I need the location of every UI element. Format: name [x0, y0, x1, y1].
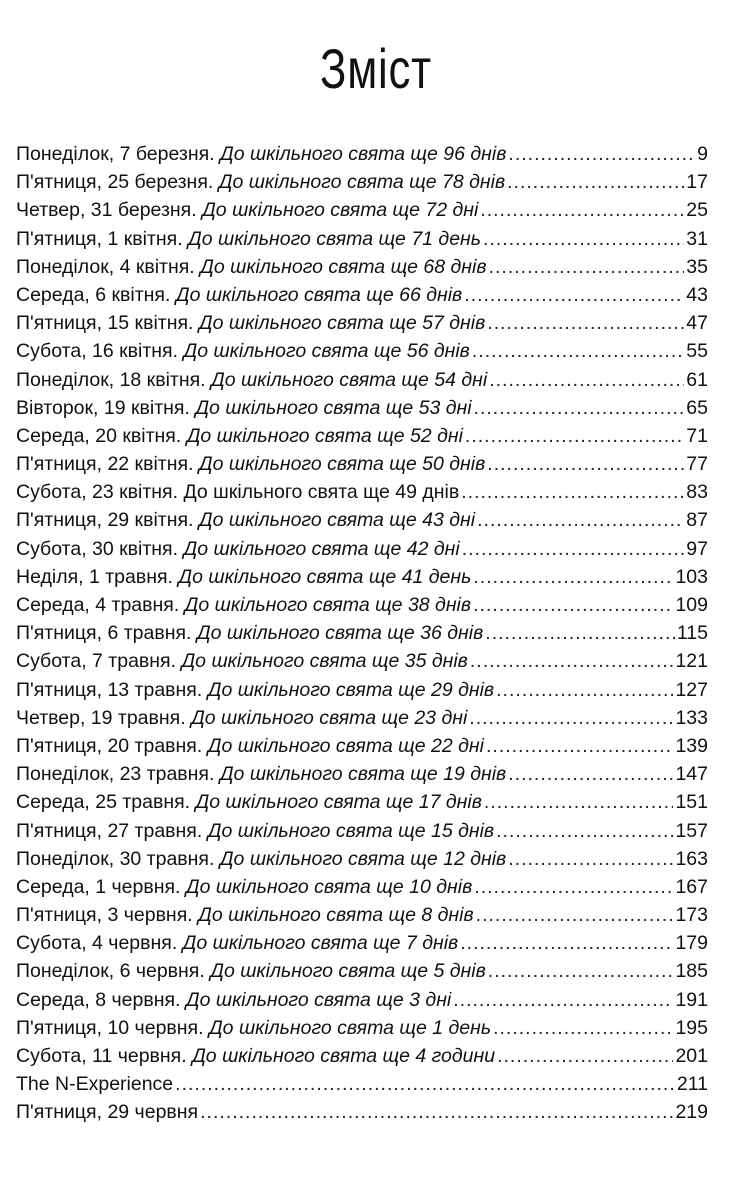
toc-entry[interactable]	[16, 901, 708, 929]
toc-entry-title	[16, 168, 505, 196]
dot-leader	[175, 1070, 675, 1098]
toc-entry-subtitle: До шкільного свята ще 35 днів	[181, 650, 468, 673]
toc-entry-title	[16, 845, 506, 873]
toc-entry[interactable]	[16, 366, 708, 394]
dot-leader	[474, 394, 685, 422]
toc-entry[interactable]	[16, 168, 708, 196]
dot-leader	[200, 1098, 673, 1126]
toc-entry-subtitle: До шкільного свята ще 66 днів	[175, 283, 463, 306]
dot-leader	[476, 901, 674, 929]
toc-entry-date: Четвер, 31 березня.	[16, 199, 197, 222]
dot-leader	[464, 281, 684, 309]
dot-leader	[489, 253, 685, 281]
toc-entry-subtitle: До шкільного свята ще 19 днів	[219, 763, 507, 786]
toc-page-number: 17	[686, 171, 708, 194]
toc-entry-date: Середа, 4 травня.	[16, 594, 180, 616]
toc-entry-subtitle: До шкільного свята ще 71 день	[188, 227, 482, 250]
toc-entry-subtitle: До шкільного свята ще 1 день	[208, 1016, 492, 1039]
toc-entry-date: Субота, 7 травня.	[16, 650, 177, 673]
toc-entry-title	[16, 647, 468, 675]
toc-entry[interactable]	[16, 986, 708, 1014]
toc-entry[interactable]	[16, 619, 708, 647]
toc-entry-date: Понеділок, 30 травня.	[16, 847, 215, 870]
toc-entry-date: П'ятниця, 27 травня.	[16, 819, 203, 842]
dot-leader	[477, 506, 684, 534]
toc-page-number: 55	[686, 340, 708, 363]
toc-entry-date: П'ятниця, 13 травня.	[16, 678, 203, 701]
toc-page-number: 157	[675, 819, 708, 842]
toc-entry[interactable]	[16, 1042, 708, 1070]
toc-entry[interactable]	[16, 1098, 708, 1126]
toc-entry[interactable]	[16, 957, 708, 985]
toc-entry[interactable]	[16, 225, 708, 253]
toc-entry-title	[16, 563, 471, 591]
toc-entry-title	[16, 704, 467, 732]
toc-entry-date: П'ятниця, 29 квітня.	[16, 509, 194, 532]
toc-entry[interactable]	[16, 929, 708, 957]
dot-leader	[461, 478, 684, 506]
toc-entry-title	[16, 196, 478, 224]
toc-entry[interactable]	[16, 478, 708, 506]
toc-page-number: 195	[675, 1016, 708, 1039]
toc-entry-date: П'ятниця, 25 березня.	[16, 171, 214, 194]
toc-entry[interactable]	[16, 647, 708, 675]
toc-page-number: 151	[675, 791, 708, 814]
toc-entry[interactable]	[16, 1070, 708, 1098]
toc-page-number: 179	[675, 932, 708, 955]
toc-entry-subtitle: До шкільного свята ще 72 дні	[202, 199, 479, 222]
toc-entry-subtitle: До шкільного свята ще 7 днів	[182, 932, 459, 955]
toc-entry-date: Середа, 25 травня.	[16, 791, 191, 814]
toc-entry-subtitle: До шкільного свята ще 17 днів	[195, 791, 482, 814]
toc-entry-title	[16, 253, 487, 281]
toc-entry-date: П'ятниця, 29 червня	[16, 1101, 199, 1124]
toc-page-number: 83	[686, 481, 708, 504]
toc-page-number: 133	[675, 706, 708, 729]
toc-page-number: 25	[686, 199, 708, 222]
toc-entry-date: Середа, 8 червня.	[16, 988, 181, 1011]
toc-page-number: 167	[675, 875, 708, 898]
toc-entry-date: Субота, 23 квітня.	[16, 481, 179, 504]
toc-entry-subtitle: До шкільного свята ще 78 днів	[218, 171, 506, 194]
toc-page-number: 173	[675, 904, 708, 927]
toc-entry-date: Четвер, 19 травня.	[16, 706, 186, 729]
toc-page-number: 43	[686, 283, 708, 306]
toc-entry[interactable]	[16, 253, 708, 281]
toc-entry-date: Середа, 1 червня.	[16, 875, 181, 898]
toc-entry-subtitle: До шкільного свята ще 8 днів	[198, 904, 474, 927]
toc-entry[interactable]	[16, 676, 708, 704]
toc-entry-subtitle: До шкільного свята ще 68 днів	[200, 255, 487, 278]
toc-page-number: 9	[697, 143, 708, 165]
toc-entry-subtitle: До шкільного свята ще 5 днів	[210, 960, 486, 983]
toc-page-number: 77	[686, 453, 708, 476]
dot-leader	[496, 817, 673, 845]
dot-leader	[497, 1042, 673, 1070]
toc-entry-subtitle: До шкільного свята ще 96 днів	[220, 143, 507, 165]
toc-entry-date: Середа, 20 квітня.	[16, 424, 182, 447]
toc-entry-title	[16, 760, 506, 788]
toc-entry-title	[16, 422, 463, 450]
toc-entry-date: П'ятниця, 10 червня.	[16, 1016, 204, 1039]
dot-leader	[488, 957, 674, 985]
toc-entry[interactable]	[16, 506, 708, 534]
toc-entry-date: П'ятниця, 20 травня.	[16, 734, 203, 757]
toc-entry-date: П'ятниця, 15 квітня.	[16, 312, 194, 335]
toc-entry-title	[16, 817, 494, 845]
dot-leader	[469, 704, 673, 732]
toc-entry-title	[16, 873, 472, 901]
toc-entry-subtitle: До шкільного свята ще 57 днів	[198, 312, 486, 335]
dot-leader	[508, 760, 673, 788]
toc-entry-date: П'ятниця, 1 квітня.	[16, 227, 183, 250]
toc-page-number: 163	[675, 847, 708, 870]
table-of-contents	[16, 140, 708, 1127]
toc-page-number: 65	[686, 396, 708, 419]
toc-page-number: 185	[675, 960, 708, 983]
toc-entry-title	[16, 788, 482, 816]
toc-entry-subtitle: До шкільного свята ще 50 днів	[198, 453, 486, 476]
toc-entry-subtitle: До шкільного свята ще 42 дні	[183, 537, 460, 560]
toc-entry[interactable]	[16, 450, 708, 478]
toc-entry-title	[16, 450, 485, 478]
toc-entry[interactable]	[16, 1014, 708, 1042]
toc-entry-title	[16, 1014, 491, 1042]
toc-page-number: 191	[675, 988, 708, 1011]
dot-leader	[487, 309, 684, 337]
toc-page-number: 61	[686, 368, 708, 391]
toc-page-number: 109	[675, 594, 708, 616]
toc-page-number: 97	[686, 537, 708, 560]
toc-entry-title	[16, 591, 471, 619]
toc-entry-title	[16, 281, 462, 309]
toc-entry-date: Субота, 16 квітня.	[16, 340, 179, 363]
dot-leader	[453, 986, 673, 1014]
toc-page-number: 115	[676, 622, 708, 645]
toc-page-number: 121	[675, 650, 708, 673]
toc-entry-subtitle: До шкільного свята ще 10 днів	[185, 875, 473, 898]
toc-entry-date: Неділя, 1 травня.	[16, 565, 173, 588]
toc-entry-subtitle: До шкільного свята ще 3 дні	[185, 988, 452, 1011]
toc-entry[interactable]	[16, 873, 708, 901]
toc-entry-subtitle: До шкільного свята ще 4 години	[192, 1045, 496, 1067]
toc-entry-date: Субота, 30 квітня.	[16, 537, 179, 560]
dot-leader	[484, 788, 674, 816]
page-title: Зміст	[320, 37, 432, 100]
toc-page-number: 201	[675, 1045, 708, 1067]
toc-entry-date: П'ятниця, 6 травня.	[16, 622, 192, 645]
dot-leader	[480, 196, 684, 224]
toc-entry-date: П'ятниця, 22 квітня.	[16, 453, 194, 476]
toc-entry[interactable]	[16, 760, 708, 788]
dot-leader	[486, 732, 674, 760]
dot-leader	[460, 929, 673, 957]
toc-page-number: 139	[675, 734, 708, 757]
toc-entry-date: Понеділок, 4 квітня.	[16, 255, 195, 278]
dot-leader	[507, 168, 684, 196]
toc-entry-date: Понеділок, 23 травня.	[16, 763, 215, 786]
toc-entry-subtitle: До шкільного свята ще 23 дні	[191, 706, 468, 729]
toc-entry-date: Понеділок, 6 червня.	[16, 960, 205, 983]
toc-entry-title	[16, 957, 486, 985]
toc-entry-subtitle: До шкільного свята ще 53 дні	[195, 396, 472, 419]
dot-leader	[485, 619, 675, 647]
toc-entry[interactable]	[16, 337, 708, 365]
toc-entry-date: Понеділок, 7 березня.	[16, 143, 215, 165]
dot-leader	[508, 845, 673, 873]
toc-entry-date: П'ятниця, 3 червня.	[16, 904, 193, 927]
toc-page-number: 87	[686, 509, 708, 532]
toc-entry[interactable]	[16, 732, 708, 760]
toc-entry-subtitle: До шкільного свята ще 38 днів	[184, 594, 472, 616]
toc-entry[interactable]	[16, 704, 708, 732]
dot-leader	[470, 647, 674, 675]
dot-leader	[474, 873, 673, 901]
toc-page-number: 211	[676, 1073, 708, 1096]
toc-page-number: 103	[675, 565, 708, 588]
toc-entry-title	[16, 1098, 198, 1126]
toc-entry-subtitle: До шкільного свята ще 41 день	[178, 565, 472, 588]
toc-page-number: 47	[686, 312, 708, 335]
toc-entry-date: Вівторок, 19 квітня.	[16, 396, 190, 419]
toc-entry-title	[16, 394, 472, 422]
toc-page-number: 31	[686, 227, 708, 250]
toc-entry-title	[16, 506, 475, 534]
dot-leader	[496, 676, 673, 704]
toc-entry[interactable]	[16, 535, 708, 563]
toc-entry-title	[16, 619, 483, 647]
toc-entry[interactable]	[16, 309, 708, 337]
toc-entry-title	[16, 1042, 495, 1070]
toc-entry-date: Субота, 11 червня.	[16, 1045, 187, 1067]
toc-entry-title	[16, 337, 470, 365]
toc-entry-title	[16, 676, 494, 704]
toc-entry-subtitle: До шкільного свята ще 56 днів	[183, 340, 470, 363]
dot-leader	[472, 337, 684, 365]
toc-entry-subtitle: До шкільного свята ще 43 дні	[198, 509, 476, 532]
dot-leader	[462, 535, 685, 563]
toc-page-number: 127	[675, 678, 708, 701]
dot-leader	[489, 366, 684, 394]
toc-entry-subtitle: До шкільного свята ще 49 днів	[183, 481, 460, 504]
toc-entry-subtitle: До шкільного свята ще 29 днів	[207, 678, 495, 701]
toc-entry-title	[16, 929, 458, 957]
toc-entry-title	[16, 535, 460, 563]
dot-leader	[483, 225, 684, 253]
toc-entry-date: Субота, 4 червня.	[16, 932, 178, 955]
toc-entry[interactable]	[16, 788, 708, 816]
toc-entry-subtitle: До шкільного свята ще 15 днів	[207, 819, 495, 842]
dot-leader	[465, 422, 684, 450]
toc-entry-subtitle: До шкільного свята ще 12 днів	[219, 847, 507, 870]
dot-leader	[487, 450, 684, 478]
toc-entry-title	[16, 986, 451, 1014]
toc-entry[interactable]	[16, 394, 708, 422]
toc-entry-subtitle: До шкільного свята ще 54 дні	[211, 368, 488, 391]
toc-entry-title	[16, 140, 506, 168]
toc-entry[interactable]	[16, 140, 708, 168]
toc-page-number: 35	[686, 255, 708, 278]
toc-entry[interactable]	[16, 196, 708, 224]
dot-leader	[508, 140, 695, 168]
toc-page-number: 219	[675, 1101, 708, 1124]
toc-entry-title	[16, 901, 474, 929]
toc-entry-date: Понеділок, 18 квітня.	[16, 368, 206, 391]
dot-leader	[473, 591, 673, 619]
toc-entry-subtitle: До шкільного свята ще 36 днів	[196, 622, 484, 645]
toc-entry[interactable]	[16, 591, 708, 619]
toc-entry-title	[16, 225, 481, 253]
toc-page-number: 147	[675, 763, 708, 786]
toc-entry-subtitle: До шкільного свята ще 22 дні	[207, 734, 484, 757]
toc-entry-title	[16, 732, 484, 760]
toc-page-number: 71	[686, 424, 708, 447]
toc-entry[interactable]	[16, 845, 708, 873]
toc-entry-title	[16, 366, 487, 394]
toc-entry-date: Середа, 6 квітня.	[16, 283, 171, 306]
toc-entry[interactable]	[16, 422, 708, 450]
dot-leader	[473, 563, 673, 591]
toc-entry[interactable]	[16, 563, 708, 591]
toc-entry-date: The N-Experience	[16, 1073, 174, 1096]
toc-entry[interactable]	[16, 817, 708, 845]
toc-entry[interactable]	[16, 281, 708, 309]
toc-entry-title	[16, 1070, 173, 1098]
toc-entry-title	[16, 309, 485, 337]
toc-entry-title	[16, 478, 459, 506]
dot-leader	[493, 1014, 673, 1042]
toc-entry-subtitle: До шкільного свята ще 52 дні	[186, 424, 463, 447]
